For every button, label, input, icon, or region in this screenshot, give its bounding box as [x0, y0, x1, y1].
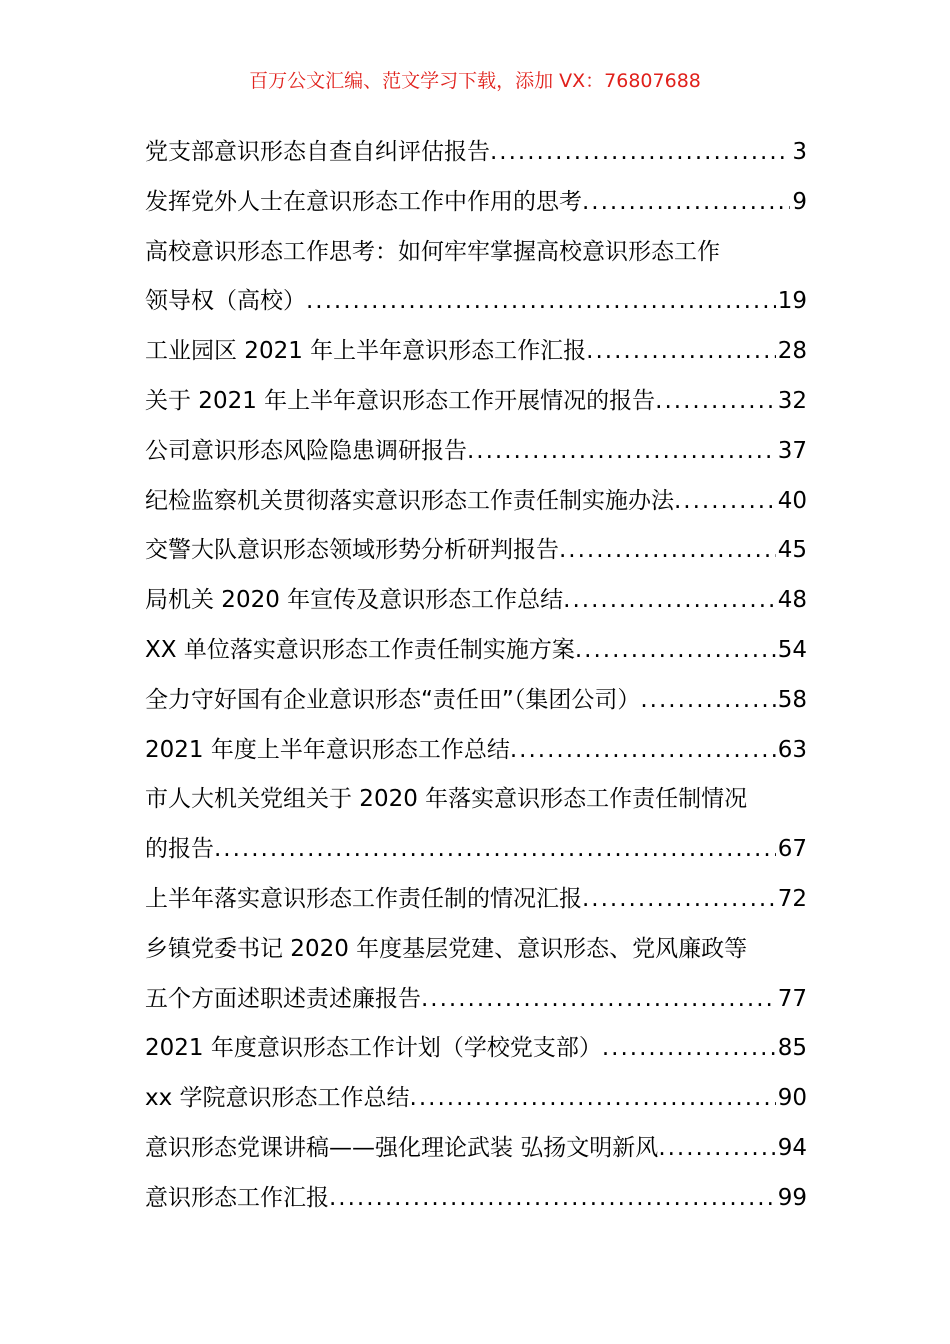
toc-entry[interactable]: [145, 327, 807, 377]
toc-entry-title: 关于 2021 年上半年意识形态工作开展情况的报告: [145, 387, 656, 414]
toc-page-number: 45: [777, 537, 807, 564]
toc-entry[interactable]: [145, 128, 807, 178]
toc-entry[interactable]: [145, 1174, 807, 1224]
toc-entry[interactable]: [145, 775, 807, 875]
toc-page-number: 3: [792, 139, 807, 165]
toc-leader-dots: [214, 825, 776, 875]
toc-page-number: 28: [777, 338, 807, 365]
toc-entry-title: 意识形态工作汇报: [145, 1184, 329, 1211]
toc-entry-title: 公司意识形态风险隐患调研报告: [145, 437, 467, 464]
toc-entry[interactable]: [145, 477, 807, 527]
toc-entry-title: 纪检监察机关贯彻落实意识形态工作责任制实施办法: [145, 487, 674, 514]
toc-leader-dots: [410, 1074, 776, 1124]
toc-entry[interactable]: [145, 676, 807, 726]
toc-entry-title: 工业园区 2021 年上半年意识形态工作汇报: [145, 338, 587, 365]
toc-page-number: 19: [777, 288, 807, 315]
toc-entry[interactable]: [145, 925, 807, 1025]
toc-entry-title-line1: 高校意识形态工作思考：如何牢牢掌握高校意识形态工作: [145, 238, 720, 265]
toc-entry-title: 发挥党外人士在意识形态工作中作用的思考: [145, 188, 582, 215]
toc-entry-title: 意识形态党课讲稿——强化理论武装 弘扬文明新风: [145, 1134, 659, 1161]
toc-leader-dots: [582, 178, 790, 228]
promo-header: 百万公文汇编、范文学习下载，添加 VX：76807688: [249, 70, 701, 92]
toc-entry[interactable]: [145, 875, 807, 925]
toc-page-number: 58: [777, 686, 807, 713]
toc-entry-title-line2: 五个方面述职述责述廉报告: [145, 985, 421, 1012]
toc-leader-dots: [421, 975, 776, 1025]
toc-leader-dots: [490, 128, 790, 178]
toc-entry-title: 党支部意识形态自查自纠评估报告: [145, 139, 490, 165]
toc-leader-dots: [586, 327, 776, 377]
toc-entry-title-line1: 乡镇党委书记 2020 年度基层党建、意识形态、党风廉政等: [145, 935, 748, 962]
toc-leader-dots: [575, 626, 776, 676]
toc-page-number: 77: [777, 985, 807, 1012]
toc-entry-title: 全力守好国有企业意识形态“责任田”（集团公司）: [145, 686, 641, 713]
toc-entry[interactable]: [145, 626, 807, 676]
toc-page-number: 40: [777, 487, 807, 514]
toc-entry[interactable]: [145, 377, 807, 427]
toc-page-number: 94: [777, 1134, 807, 1161]
toc-leader-dots: [467, 427, 776, 477]
toc-page-number: 67: [777, 836, 807, 863]
toc-page-number: 54: [777, 636, 807, 663]
toc-page-number: 9: [792, 188, 807, 215]
toc-leader-dots: [602, 1024, 776, 1074]
toc-leader-dots: [655, 377, 776, 427]
toc-leader-dots: [306, 277, 776, 327]
toc-entry[interactable]: [145, 576, 807, 626]
toc-entry-title: 交警大队意识形态领域形势分析研判报告: [145, 537, 559, 564]
toc-entry[interactable]: [145, 1124, 807, 1174]
toc-page-number: 85: [777, 1035, 807, 1062]
toc-entry[interactable]: [145, 1074, 807, 1124]
toc-leader-dots: [640, 676, 775, 726]
toc-entry-title: 2021 年度上半年意识形态工作总结: [145, 736, 510, 763]
toc-page-number: 63: [777, 736, 807, 763]
toc-leader-dots: [674, 477, 776, 527]
toc-leader-dots: [582, 875, 776, 925]
toc-entry-title: 2021 年度意识形态工作计划（学校党支部）: [145, 1035, 602, 1062]
toc-page-number: 90: [777, 1085, 807, 1112]
toc-page-number: 37: [777, 437, 807, 464]
toc-leader-dots: [563, 576, 776, 626]
toc-page-number: 32: [777, 387, 807, 414]
toc-entry-title: XX 单位落实意识形态工作责任制实施方案: [145, 636, 575, 663]
toc-entry-title: xx 学院意识形态工作总结: [145, 1085, 410, 1112]
toc-leader-dots: [510, 726, 776, 776]
toc-leader-dots: [658, 1124, 775, 1174]
toc-entry[interactable]: [145, 1024, 807, 1074]
toc-entry[interactable]: [145, 228, 807, 328]
toc-entry-title-line2: 的报告: [145, 836, 214, 863]
toc-entry[interactable]: [145, 427, 807, 477]
toc-page-number: 48: [777, 587, 807, 614]
toc-entry-title: 上半年落实意识形态工作责任制的情况汇报: [145, 885, 582, 912]
toc-entry-title-line2: 领导权（高校）: [145, 288, 306, 315]
toc-entry[interactable]: [145, 726, 807, 776]
toc-page-number: 72: [777, 885, 807, 912]
toc-leader-dots: [329, 1174, 776, 1224]
toc-entry-title-line1: 市人大机关党组关于 2020 年落实意识形态工作责任制情况: [145, 786, 748, 813]
toc-entry[interactable]: [145, 526, 807, 576]
toc-entry[interactable]: [145, 178, 807, 228]
toc-leader-dots: [559, 526, 776, 576]
toc-page-number: 99: [777, 1184, 807, 1211]
table-of-contents: [145, 128, 807, 1224]
toc-entry-title: 局机关 2020 年宣传及意识形态工作总结: [145, 587, 564, 614]
